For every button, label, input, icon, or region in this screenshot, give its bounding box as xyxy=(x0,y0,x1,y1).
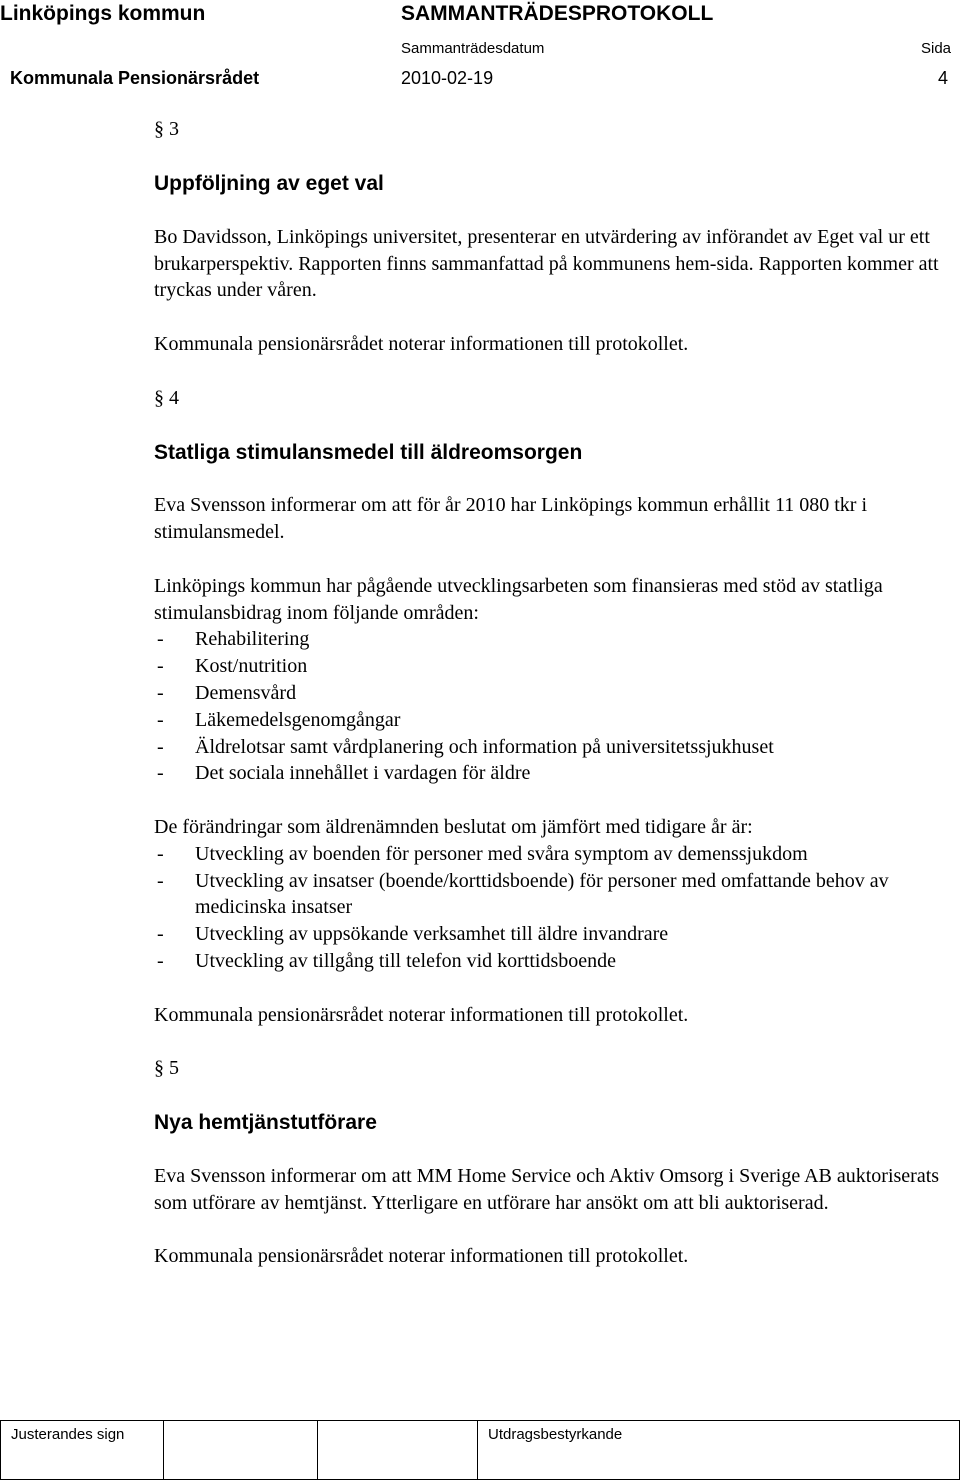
list-item: - Det sociala innehållet i vardagen för äldre xyxy=(154,760,954,787)
sign-label: Justerandes sign xyxy=(11,1426,125,1443)
paragraph: Kommunala pensionärsrådet noterar informationen till protokollet. xyxy=(154,1003,689,1026)
extract-cell xyxy=(477,1420,960,1480)
paragraph: Linköpings kommun har pågående utvecklingsarbeten som finansieras med stöd av statliga stimulansbidrag inom följande områden: xyxy=(154,574,883,624)
date-label: Sammanträdesdatum xyxy=(401,40,545,57)
paragraph: Kommunala pensionärsrådet noterar informationen till protokollet. xyxy=(154,332,689,355)
list-item: - Äldrelotsar samt vårdplanering och information på universitetssjukhuset xyxy=(154,734,954,761)
section-title: Nya hemtjänstutförare xyxy=(154,1111,377,1135)
list-item: - Läkemedelsgenomgångar xyxy=(154,707,954,734)
sign-cell xyxy=(0,1420,164,1480)
list-item: - Utveckling av insatser (boende/korttidsboende) för personer med omfattande behov av medicinska insatser xyxy=(154,868,954,922)
document-type: SAMMANTRÄDESPROTOKOLL xyxy=(401,2,714,25)
committee-name: Kommunala Pensionärsrådet xyxy=(10,68,260,88)
paragraph: Bo Davidsson, Linköpings universitet, presenterar en utvärdering av införandet av Eget val ur ett brukarperspektiv. Rapporten finns sammanfattad på kommunens hem-sida. Rapporten kommer att tryckas under våren. xyxy=(154,225,939,302)
sign-cell xyxy=(163,1420,318,1480)
protocol-body xyxy=(154,116,954,1270)
section-mark: § 5 xyxy=(154,1057,179,1080)
bullet-list xyxy=(154,841,954,975)
page-label: Sida xyxy=(921,40,952,57)
paragraph: De förändringar som äldrenämnden beslutat om jämfört med tidigare år är: xyxy=(154,815,753,838)
paragraph: Eva Svensson informerar om att MM Home Service och Aktiv Omsorg i Sverige AB auktoriserats som utförare av hemtjänst. Ytterligare en utförare har ansökt om att bli auktoriserad. xyxy=(154,1164,940,1214)
list-item: - Utveckling av boenden för personer med svåra symptom av demenssjukdom xyxy=(154,841,954,868)
paragraph: Kommunala pensionärsrådet noterar informationen till protokollet. xyxy=(154,1245,689,1268)
bullet-list xyxy=(154,626,954,787)
extract-label: Utdragsbestyrkande xyxy=(488,1426,623,1443)
list-item: - Kost/nutrition xyxy=(154,653,954,680)
section-title: Statliga stimulansmedel till äldreomsorgen xyxy=(154,440,583,464)
list-item: - Rehabilitering xyxy=(154,626,954,653)
list-item: - Demensvård xyxy=(154,680,954,707)
list-item: - Utveckling av tillgång till telefon vid korttidsboende xyxy=(154,948,954,975)
section-title: Uppföljning av eget val xyxy=(154,172,384,195)
org-name: Linköpings kommun xyxy=(0,2,206,25)
paragraph: Eva Svensson informerar om att för år 2010 har Linköpings kommun erhållit 11 080 tkr i stimulansmedel. xyxy=(154,494,868,544)
meeting-date: 2010-02-19 xyxy=(401,68,494,88)
signature-footer xyxy=(0,1420,960,1480)
section-mark: § 3 xyxy=(154,118,179,140)
sign-cell xyxy=(317,1420,478,1480)
list-item: - Utveckling av uppsökande verksamhet till äldre invandrare xyxy=(154,921,954,948)
page-number: 4 xyxy=(938,68,949,88)
section-mark: § 4 xyxy=(154,386,179,409)
